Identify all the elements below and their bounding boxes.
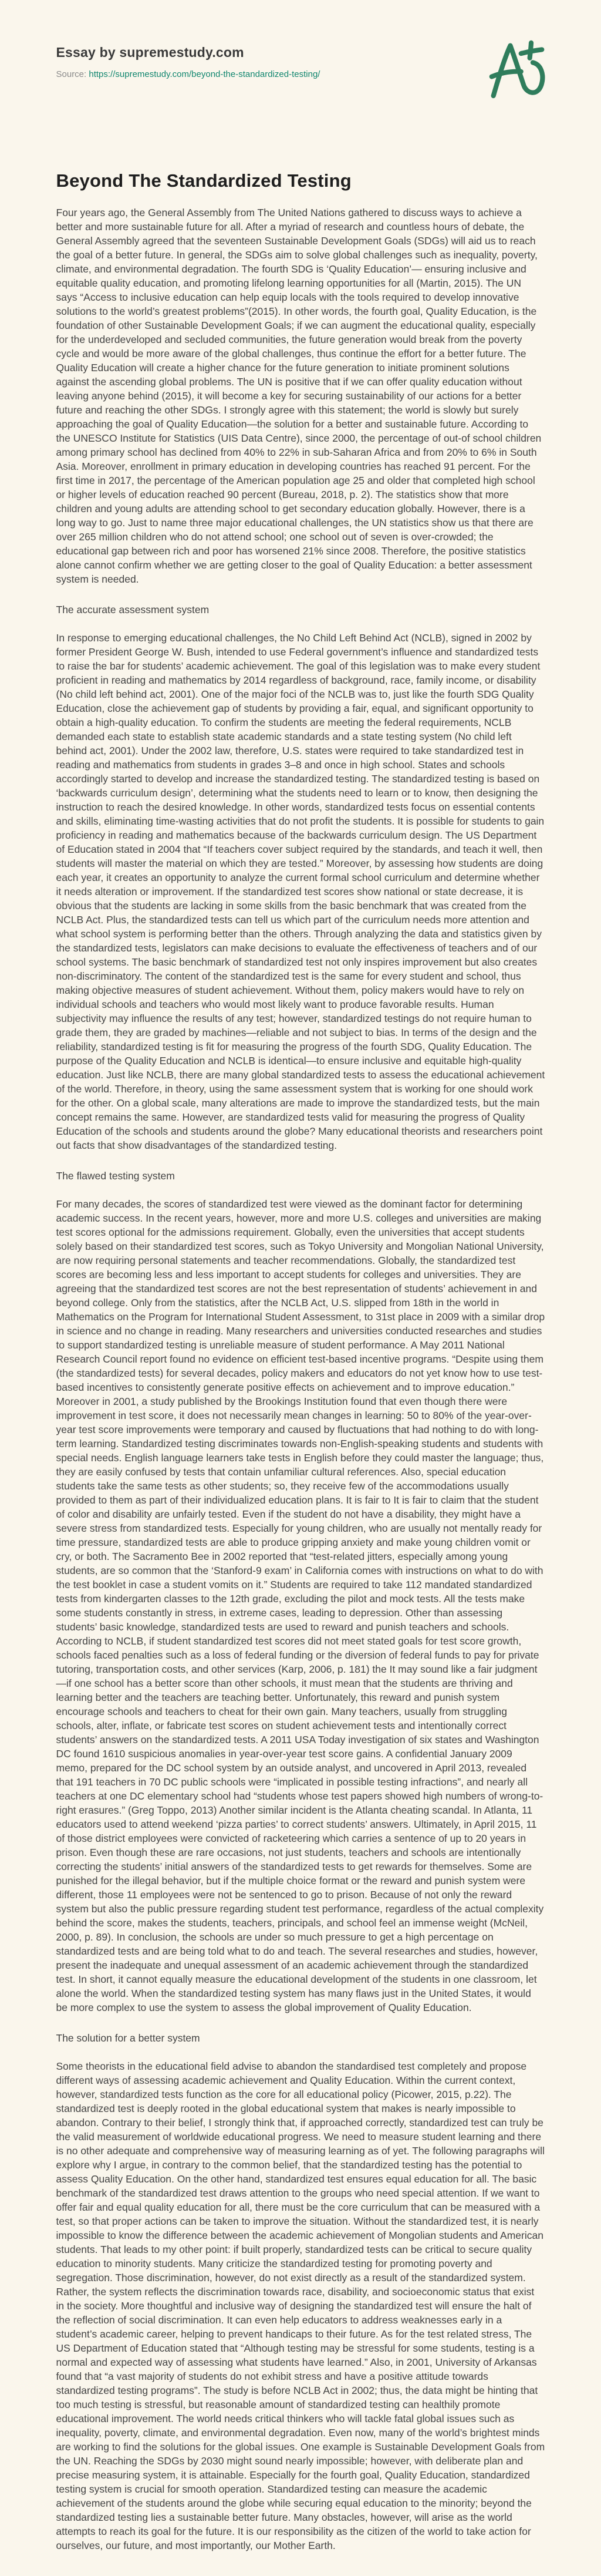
essay-paragraph-accurate-assessment: In response to emerging educational challenges, the No Child Left Behind Act (NCLB), signed in 2002 by former President George W. Bush, intended to use Federal government’s influence and standardized tests to raise the bar for students’ academic achievement. The goal of this legislation was to make every student proficient in reading and mathematics by 2014 regardless of background, race, family income, or disability (No child left behind act, 2001). One of the major foci of the NCLB was to, just like the fourth SDG Quality Education, close the achievement gap of students by providing a fair, equal, and significant opportunity to obtain a high-quality education. To confirm the students are meeting the federal requirements, NCLB demanded each state to establish state academic standards and a state testing system (No child left behind act, 2001). Under the 2002 law, therefore, U.S. states were required to take standardized test in reading and mathematics from students in grades 3–8 and once in high school. States and schools accordingly started to develop and increase the standardized testing. The standardized testing is based on ‘backwards curriculum design’, determining what the students need to learn or to know, then designing the instruction to reach the desired knowledge. In other words, standardized tests focus on essential contents and skills, eliminating time-wasting activities that do not profit the students. It is possible for students to gain proficiency in reading and mathematics because of the backwards curriculum design. The US Department of Education stated in 2004 that “If teachers cover subject required by the standards, and teach it well, then students will master the material on which they are tested.” Moreover, by assessing how students are doing each year, it creates an opportunity to analyze the current formal school curriculum and determine whether it needs alteration or improvement. If the standardized test scores show national or state decrease, it is obvious that the students are lacking in some skills from the basic benchmark that was created from the NCLB Act. Plus, the standardized tests can tell us which part of the curriculum needs more attention and what school system is performing better than the others. Through analyzing the data and statistics given by the standardized tests, legislators can make decisions to evaluate the effectiveness of teachers and of our school systems. The basic benchmark of standardized test not only inspires improvement but also creates non-discriminatory. The content of the standardized test is the same for every student and school, thus making objective measures of student achievement. Without them, policy makers would have to rely on individual schools and teachers who would most likely want to produce favorable results. Human subjectivity may influence the results of any test; however, standardized testings do not require human to grade them, they are graded by machines—reliable and not subject to bias. In terms of the design and the reliability, standardized testing is fit for measuring the progress of the fourth SDG, Quality Education. The purpose of the Quality Education and NCLB is identical—to ensure inclusive and equitable high-quality education. Just like NCLB, there are many global standardized tests to assess the educational achievement of the world. Therefore, in theory, using the same assessment system that is working for one should work for the other. On a global scale, many alterations are made to improve the standardized tests, but the main concept remains the same. However, are standardized tests valid for measuring the progress of Quality Education of the schools and students around the globe? Many educational theorists and researchers point out facts that show disadvantages of the standardized testing. [56, 632, 545, 1151]
section-heading-accurate-assessment: The accurate assessment system [56, 604, 210, 616]
essay-paragraph-flawed-testing: For many decades, the scores of standardized test were viewed as the dominant factor for determining academic success. In the recent years, however, more and more U.S. colleges and universities are making test scores optional for the admissions requirement. Globally, even the universities that accept students solely based on their standardized test scores, such as Tokyo University and Mongolian National University, are now requiring personal statements and teacher recommendations. Globally, the standardized test scores are becoming less and less important to accept students for colleges and universities. They are agreeing that the standardized test scores are not the best representation of students’ achievement in and beyond college. Only from the statistics, after the NCLB Act, U.S. slipped from 18th in the world in Mathematics on the Program for International Student Assessment, to 31st place in 2009 with a similar drop in science and no change in reading. Many researchers and universities conducted researches and studies to support standardized testing is unreliable measure of student performance. A May 2011 National Research Council report found no evidence on efficient test-based incentive programs. “Despite using them (the standardized tests) for several decades, policy makers and educators do not yet know how to use test-based incentives to consistently generate positive effects on achievement and to improve education.” Moreover in 2001, a study published by the Brookings Institution found that even though there were improvement in test score, it does not necessarily mean changes in learning: 50 to 80% of the year-over-year test score improvements were temporary and caused by fluctuations that had nothing to do with long-term learning. Standardized testing discriminates towards non-English-speaking students and students with special needs. English language learners take tests in English before they could master the language; thus, they are easily confused by tests that contain unfamiliar cultural references. Also, special education students take the same tests as other students; so, they receive few of the accommodations usually provided to them as part of their individualized education plans. It is fair to It is fair to claim that the student of color and disability are unfairly tested. Even if the student do not have a disability, they might have a severe stress from standardized tests. Especially for young children, who are usually not mentally ready for time pressure, standardized tests are able to produce gripping anxiety and make young children vomit or cry, or both. The Sacramento Bee in 2002 reported that “test-related jitters, especially among young students, are so common that the ‘Stanford-9 exam’ in California comes with instructions on what to do with the test booklet in case a student vomits on it.” Students are required to take 112 mandated standardized tests from kindergarten classes to the 12th grade, excluding the pilot and mock tests. All the tests make some students constantly in stress, in extreme cases, leading to depression. Other than assessing students’ basic knowledge, standardized tests are used to reward and punish teachers and schools. According to NCLB, if student standardized test scores did not meet stated goals for test score growth, schools faced penalties such as a loss of federal funding or the diversion of federal funds to pay for private tutoring, transportation costs, and other services (Karp, 2006, p. 181) the It may sound like a fair judgment—if one school has a better score than other schools, it must mean that the students are thriving and learning better and the teachers are teaching better. Unfortunately, this reward and punish system encourage schools and teachers to cheat for their own gain. Many teachers, usually from struggling schools, alter, inflate, or fabricate test scores on student achievement tests and intentionally correct students’ answers on the standardized tests. A 2011 USA Today investigation of six states and Washington DC found 1610 suspicious anomalies in year-over-year test score gains. A confidential January 2009 memo, prepared for the DC school system by an outside analyst, and uncovered in April 2013, revealed that 191 teachers in 70 DC public schools were “implicated in possible testing infractions”, and nearly all teachers at one DC elementary school had “students whose test papers showed high numbers of wrong-to-right erasures.” (Greg Toppo, 2013) Another similar incident is the Atlanta cheating scandal. In Atlanta, 11 educators used to attend weekend ‘pizza parties’ to correct students’ answers. Ultimately, in April 2015, 11 of those district employees were convicted of racketeering which carries a sentence of up to 20 years in prison. Even though these are rare occasions, not just students, teachers and schools are intentionally correcting the students’ initial answers of the standardized tests to get rewards for themselves. Some are punished for the illegal behavior, but if the multiple choice format or the reward and punish system were different, those 11 employees were not be sentenced to go to prison. Because of not only the reward system but also the public pressure regarding student test performance, regardless of the actual complexity behind the score, makes the students, teachers, principals, and school feel an immense weight (McNeil, 2000, p. 89). In conclusion, the schools are under so much pressure to get a high percentage on standardized tests and are being told what to do and teach. The several researches and studies, however, present the inadequate and unequal assessment of an academic achievement through the standardized test. In short, it cannot equally measure the educational development of the students in one classroom, let alone the world. When the standardized testing system has many flaws just in the United States, it would be more complex to use the system to assess the global improvement of Quality Education. [56, 1198, 545, 2013]
essay-paragraph-intro: Four years ago, the General Assembly from The United Nations gathered to discuss ways to achieve a better and more sustainable future for all. After a myriad of research and countless hours of debate, the General Assembly agreed that the seventeen Sustainable Development Goals (SDGs) will aid us to reach the goal of a better future. In general, the SDGs aim to solve global challenges such as inequality, poverty, climate, and environmental degradation. The fourth SDG is ‘Quality Education’— ensuring inclusive and equitable quality education, and promoting lifelong learning opportunities for all (Martin, 2015). The UN says “Access to inclusive education can help equip locals with the tools required to develop innovative solutions to the world’s greatest problems”(2015). In other words, the fourth goal, Quality Education, is the foundation of other Sustainable Development Goals; if we can augment the educational quality, especially for the underdeveloped and secluded communities, the future generation would break from the poverty cycle and would be more aware of the global challenges, thus continue the effort for a better future. The Quality Education will create a higher chance for the future generation to initiate prominent solutions against the ascending global problems. The UN is positive that if we can offer quality education without leaving anyone behind (2015), it will become a key for securing sustainability of our actions for a better future and reaching the other SDGs. I strongly agree with this statement; the world is slowly but surely approaching the goal of Quality Education—the solution for a better and sustainable future. According to the UNESCO Institute for Statistics (UIS Data Centre), since 2000, the percentage of out-of school children among primary school has declined from 40% to 22% in sub-Saharan Africa and from 20% to 6% in South Asia. Moreover, enrollment in primary education in developing countries has reached 91 percent. For the first time in 2017, the percentage of the American population age 25 and older that completed high school or higher levels of education reached 90 percent (Bureau, 2018, p. 2). The statistics show that more children and young adults are attending school to get secondary education globally. However, there is a long way to go. Just to name three major educational challenges, the UN statistics show us that there are over 265 million children who do not attend school; one school out of seven is over-crowded; the educational gap between rich and poor has worsened 21% since 2008. Therefore, the positive statistics alone cannot confirm whether we are getting closer to the goal of Quality Education: a better assessment system is needed. [56, 207, 542, 585]
page-container [56, 0, 545, 2576]
source-label: Source: [56, 69, 87, 79]
section-heading-flawed-testing: The flawed testing system [56, 1170, 175, 1182]
section-heading-solution: The solution for a better system [56, 2032, 200, 2044]
a-plus-logo-icon [489, 39, 545, 100]
essay-paragraph-solution: Some theorists in the educational field advise to abandon the standardised test completely and propose different ways of assessing academic achievement and Quality Education. Within the current context, however, standardized tests function as the core for all educational policy (Picower, 2015, p.22). The standardized test is deeply rooted in the global educational system that makes is nearly impossible to abandon. Contrary to their belief, I strongly think that, if approached correctly, standardized test can truly be the valid measurement of worldwide educational progress. We need to measure student learning and there is no other adequate and comprehensive way of measuring learning as of yet. The following paragraphs will explore why I argue, in contrary to the common belief, that the standardized testing has the potential to assess Quality Education. On the other hand, standardized test ensures equal education for all. The basic benchmark of the standardized test draws attention to the groups who need special attention. If we want to offer fair and equal quality education for all, there must be the core curriculum that can be measured with a test, so that proper actions can be taken to improve the situation. Without the standardized test, it is nearly impossible to know the difference between the academic achievement of Mongolian students and American students. That leads to my other point: if built properly, standardized tests can be critical to secure quality education to minority students. Many criticize the standardized testing for promoting poverty and segregation. Those discrimination, however, do not exist directly as a result of the standardized system. Rather, the system reflects the discrimination towards race, disability, and socioeconomic status that exist in the society. More thoughtful and inclusive way of designing the standardized test will ensure the halt of the reflection of social discrimination. It can even help educators to address weaknesses early in a student’s academic career, helping to prevent handicaps to their future. As for the test related stress, The US Department of Education stated that “Although testing may be stressful for some students, testing is a normal and expected way of assessing what students have learned.” Also, in 2001, University of Arkansas found that “a vast majority of students do not exhibit stress and have a positive attitude towards standardized testing programs”. The study is before NCLB Act in 2002; thus, the data might be hinting that too much testing is stressful, but reasonable amount of standardized testing can healthily promote educational improvement. The world needs critical thinkers who will tackle fatal global issues such as inequality, poverty, climate, and environmental degradation. Even now, many of the world’s brightest minds are working to find the solutions for the global issues. One example is Sustainable Development Goals from the UN. Reaching the SDGs by 2030 might sound nearly impossible; however, with deliberate plan and precise measuring system, it is attainable. Especially for the fourth goal, Quality Education, standardized testing system is crucial for smooth operation. Standardized testing can measure the academic achievement of the students around the globe while securing equal education to the minority; beyond the standardized testing lies a sustainable better future. Many obstacles, however, will arise as the world attempts to reach its goal for the future. It is our responsibility as the citizen of the world to take action for ourselves, our future, and most importantly, our Mother Earth. [56, 2060, 545, 2551]
page-title: Essay by supremestudy.com [56, 45, 244, 60]
page-header [56, 45, 545, 100]
header-text-block [56, 45, 320, 79]
source-link[interactable]: https://supremestudy.com/beyond-the-standardized-testing/ [89, 69, 320, 79]
essay-title: Beyond The Standardized Testing [56, 170, 352, 191]
source-line [56, 69, 320, 79]
